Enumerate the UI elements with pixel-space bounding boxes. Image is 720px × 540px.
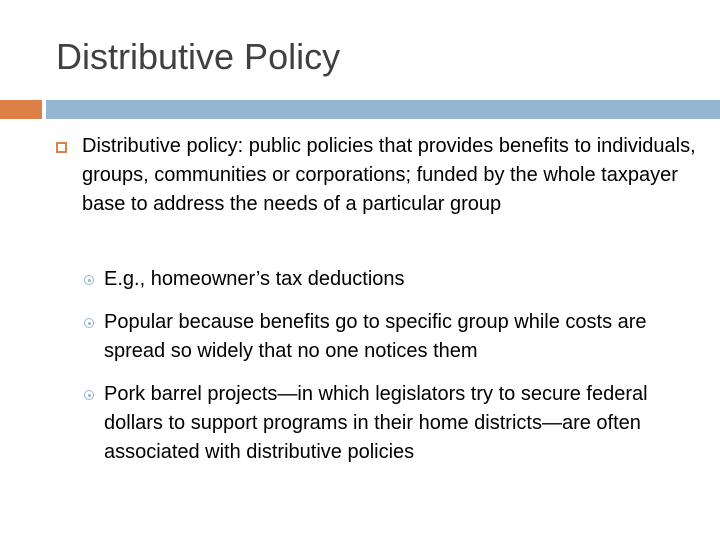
square-bullet-icon [56,142,67,153]
sub-bullet-text: Popular because benefits go to specific group while costs are spread so widely that no one notices them [104,311,647,362]
sub-bullet-text: Pork barrel projects—in which legislators try to secure federal dollars to support programs in their home districts—are often associated with distributive policies [104,383,648,463]
circle-bullet-icon [84,390,94,400]
main-bullet-text: Distributive policy: public policies that provides benefits to individuals, groups, communities or corporations; funded by the whole taxpayer base to address the needs of a particular group [82,135,696,215]
circle-bullet-icon [84,275,94,285]
accent-bar-blue [46,100,720,119]
slide-title: Distributive Policy [56,36,341,77]
circle-bullet-icon [84,318,94,328]
sub-bullet-text: E.g., homeowner’s tax deductions [104,268,405,290]
accent-bar-orange [0,100,42,119]
